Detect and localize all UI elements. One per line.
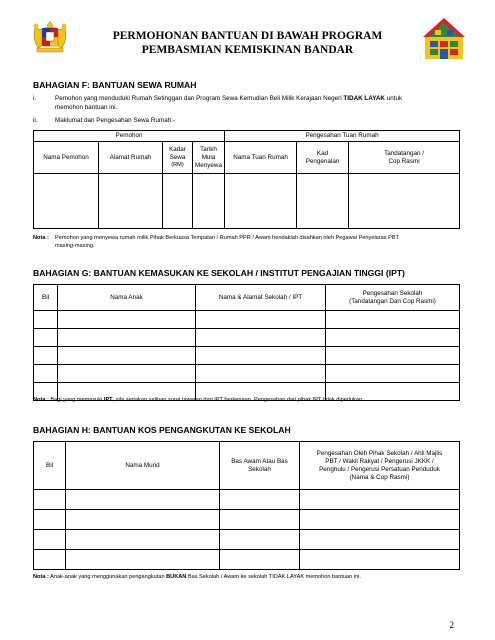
table-sewa-rumah — [33, 130, 460, 229]
section-h-heading: BAHAGIAN H: BANTUAN KOS PENGANGKUTAN KE SEKOLAH — [33, 425, 291, 435]
input-tarikh-mula[interactable] — [193, 174, 225, 229]
col-bil: Bil — [34, 442, 66, 490]
col-pengesahan: Pengesahan Oleh Pihak Sekolah / Ahli Majlis PBT / Wakil Rakyat / Pengerusi JKKK / Penghulu / Pengerusi Persatuan Penduduk (Nama & Cop Rasmi) — [300, 442, 460, 490]
note-g-text-b: , sila sertakan salinan surat tawaran dari IPT berkenaan. Pengesahan dari pihak IPT tidak diperlukan. — [112, 397, 364, 403]
item-i-text-a: Pemohon yang menduduki Rumah Setinggan dan Program Sewa Kemudian Beli Milik Kerajaan Negeri — [55, 95, 344, 102]
note-h-text-a: Anak-anak yang menggunakan pengangkutan — [48, 574, 167, 580]
page-title-line-2: PEMBASMIAN KEMISKINAN BANDAR — [141, 44, 354, 56]
input-kad-pengenalan[interactable] — [297, 174, 349, 229]
col-nama-pemohon: Nama Pemohon — [34, 142, 99, 174]
item-i-text-c: memohon bantuan ini. — [55, 104, 118, 111]
input-tandatangan[interactable] — [349, 174, 460, 229]
note-f-label: Nota : — [33, 235, 49, 241]
table-row — [34, 329, 460, 347]
note-g-label: Nota : — [33, 397, 49, 403]
col-pengesahan-sekolah: Pengesahan Sekolah (Tandatangan Dan Cop Rasmi) — [326, 285, 460, 311]
table-kos-pengangkutan — [33, 441, 460, 570]
input-kadar-sewa[interactable] — [163, 174, 193, 229]
table-row — [34, 530, 460, 550]
col-bil: Bil — [34, 285, 58, 311]
col-nama-alamat-sekolah: Nama & Alamat Sekolah / IPT — [196, 285, 326, 311]
input-nama-tuan-rumah[interactable] — [225, 174, 297, 229]
note-g-bold: IPT — [103, 397, 113, 403]
col-alamat-rumah: Alamat Rumah — [99, 142, 163, 174]
note-h — [33, 574, 361, 582]
col-nama-anak: Nama Anak — [58, 285, 196, 311]
house-logo-icon — [421, 17, 467, 61]
col-bas: Bas Awam Atau Bas Sekolah — [220, 442, 300, 490]
table-row — [34, 311, 460, 329]
item-i-bold: TIDAK LAYAK — [343, 95, 385, 102]
note-f-text-1: Pemohon yang menyewa rumah milik Pihak Berkuasa Tempatan / Rumah PPR / Awam hendaklah disahkan oleh Pegawai Penyelaras PBT — [55, 235, 399, 241]
table-row — [34, 365, 460, 383]
table-row — [34, 347, 460, 365]
table-kemasukan-sekolah — [33, 284, 460, 401]
col-tarikh-mula: Tarikh Mula Menyewa — [193, 142, 225, 174]
col-nama-murid: Nama Murid — [66, 442, 220, 490]
col-nama-tuan-rumah: Nama Tuan Rumah — [225, 142, 297, 174]
input-nama-pemohon[interactable] — [34, 174, 99, 229]
note-h-text-b: Bas Sekolah / Awam ke sekolah TIDAK LAYAK memohon bantuan ini. — [186, 574, 361, 580]
table-row — [34, 510, 460, 530]
note-f-text-2: masing-masing. — [55, 243, 95, 249]
item-ii-text: Maklumat dan Pengesahan Sewa Rumah:- — [55, 117, 176, 124]
section-f-heading: BAHAGIAN F: BANTUAN SEWA RUMAH — [33, 80, 197, 90]
coat-of-arms-icon — [30, 20, 70, 56]
item-i-number: i. — [33, 95, 37, 102]
input-alamat-rumah[interactable] — [99, 174, 163, 229]
group-tuan-rumah: Pengesahan Tuan Rumah — [225, 131, 460, 142]
section-g-heading: BAHAGIAN G: BANTUAN KEMASUKAN KE SEKOLAH / INSTITUT PENGAJIAN TINGGI (IPT) — [33, 268, 405, 278]
item-i-text-b: untuk — [384, 95, 403, 102]
table-row — [34, 174, 460, 229]
note-h-bold: BUKAN — [166, 574, 187, 580]
table-row — [34, 550, 460, 570]
item-i-text — [55, 95, 455, 103]
table-row — [34, 490, 460, 510]
group-pemohon: Pemohon — [34, 131, 225, 142]
note-g-text-a: Bagi yang memasuki — [48, 397, 104, 403]
page-number: 2 — [449, 620, 454, 630]
note-h-label: Nota : — [33, 574, 49, 580]
page-title-line-1: PERMOHONAN BANTUAN DI BAWAH PROGRAM — [112, 30, 383, 42]
item-ii-number: ii. — [33, 117, 38, 124]
note-g — [33, 397, 364, 405]
col-kad-pengenalan: Kad Pengenalan — [297, 142, 349, 174]
col-tandatangan: Tandatangan / Cop Rasmi — [349, 142, 460, 174]
col-kadar-sewa: Kadar Sewa (RM) — [163, 142, 193, 174]
